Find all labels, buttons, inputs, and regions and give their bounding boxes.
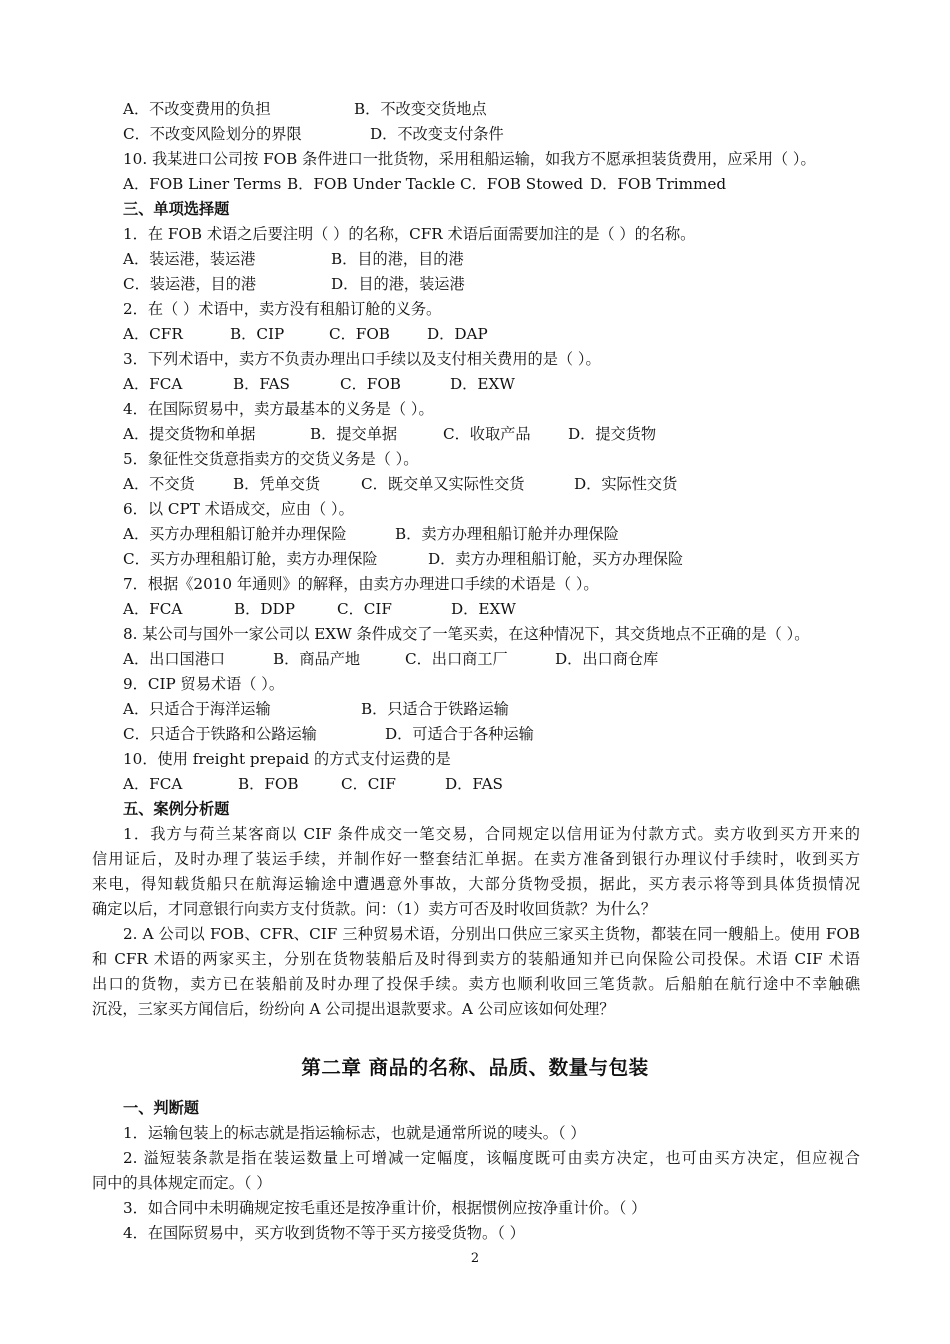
option: C．FOB Stowed [460,175,584,193]
option: B．凭单交货 [233,475,321,493]
option-line [123,649,658,669]
option: D．出口商仓库 [555,650,659,668]
option: C．CIF [337,600,392,618]
case-paragraph-line: 和 CFR 术语的两家买主，分别在货物装船后及时得到卖方的装船通知并已向保险公司投保。术语 CIF 术语 [92,950,860,968]
option: A．装运港，装运港 [123,250,256,268]
option: B．CIP [230,325,285,343]
option-line [123,249,464,269]
option: C．FOB [329,325,390,343]
option: D．EXW [451,600,516,618]
option: A．买方办理租船订舱并办理保险 [123,525,347,543]
option: B．不改变交货地点 [354,100,487,118]
option: B．卖方办理租船订舱并办理保险 [395,525,619,543]
option: D．提交货物 [568,425,657,443]
question: 3．如合同中未明确规定按毛重还是按净重计价，根据惯例应按净重计价。（ ） [123,1199,647,1217]
option: D．FOB Trimmed [590,175,727,193]
question: 4．在国际贸易中，卖方最基本的义务是（ ）。 [123,400,434,418]
option: C．收取产品 [443,425,531,443]
option-line [123,724,534,744]
option: B．只适合于铁路运输 [361,700,509,718]
option-line [123,274,465,294]
option-line [123,474,677,494]
option: D．实际性交货 [574,475,678,493]
option-line [123,549,683,569]
option: B．FAS [233,375,290,393]
option-line [123,174,726,194]
option: C．装运港，目的港 [123,275,257,293]
option: A．只适合于海洋运输 [123,700,271,718]
question: 2. 溢短装条款是指在装运数量上可增减一定幅度，该幅度既可由卖方决定，也可由买方决定，但应视合 [123,1149,860,1167]
option: C．买方办理租船订舱，卖方办理保险 [123,550,378,568]
question: 7．根据《2010 年通则》的解释，由卖方办理进口手续的术语是（ ）。 [123,575,599,593]
question: 6．以 CPT 术语成交，应由（ ）。 [123,500,354,518]
section-heading: 一、判断题 [123,1099,199,1117]
option: B．提交单据 [310,425,398,443]
option-line [123,374,515,394]
question: 2．在（ ）术语中，卖方没有租船订舱的义务。 [123,300,442,318]
option: D．DAP [427,325,488,343]
question: 4．在国际贸易中，买方收到货物不等于买方接受货物。（ ） [123,1224,525,1242]
option: A．FCA [123,600,183,618]
option: A．不改变费用的负担 [123,100,271,118]
option: B．FOB [238,775,299,793]
section-heading: 三、单项选择题 [123,200,230,218]
option: C．CIF [341,775,396,793]
option-line [123,324,488,344]
option: D．目的港，装运港 [331,275,465,293]
question: 1．运输包装上的标志就是指运输标志，也就是通常所说的唛头。（ ） [123,1124,586,1142]
option: D．不改变支付条件 [370,125,504,143]
option: D．FAS [445,775,503,793]
option: B．商品产地 [273,650,361,668]
option: D．卖方办理租船订舱，买方办理保险 [428,550,684,568]
option: B．DDP [234,600,295,618]
option-line [123,599,516,619]
option-line [123,524,619,544]
option-line [123,424,656,444]
option: A．FOB Liner Terms [123,175,282,193]
question: 同中的具体规定而定。（ ） [92,1174,272,1192]
case-paragraph-line: 出口的货物，卖方已在装船前及时办理了投保手续。卖方也顺利收回三笔货款。后船舶在航行途中不幸触礁 [92,975,860,993]
option: A．出口国港口 [123,650,226,668]
chapter-title: 第二章 商品的名称、品质、数量与包装 [301,1056,649,1079]
question: 10．使用 freight prepaid 的方式支付运费的是 [123,750,451,768]
option: A．FCA [123,775,183,793]
option-line [123,99,487,119]
question: 3．下列术语中，卖方不负责办理出口手续以及支付相关费用的是（ ）。 [123,350,601,368]
option: D．可适合于各种运输 [385,725,534,743]
option: C．FOB [340,375,401,393]
case-paragraph-line: 1．我方与荷兰某客商以 CIF 条件成交一笔交易，合同规定以信用证为付款方式。卖方收到买方开来的 [123,825,860,843]
question: 9．CIP 贸易术语（ ）。 [123,675,285,693]
option-line [123,699,509,719]
option: C．既交单又实际性交货 [361,475,525,493]
case-paragraph-line: 确定以后，才同意银行向卖方支付货款。问：（1）卖方可否及时收回货款？为什么？ [92,900,657,918]
case-paragraph-line: 2. A 公司以 FOB、CFR、CIF 三种贸易术语，分别出口供应三家买主货物，都装在同一艘船上。使用 FOB [123,925,860,943]
option: A．FCA [123,375,183,393]
question: 1．在 FOB 术语之后要注明（ ）的名称，CFR 术语后面需要加注的是（ ）的名称。 [123,225,696,243]
option: C．出口商工厂 [405,650,508,668]
option: B．目的港，目的港 [331,250,464,268]
option: A．提交货物和单据 [123,425,256,443]
option: C．不改变风险划分的界限 [123,125,302,143]
case-paragraph-line: 信用证后，及时办理了装运手续，并制作好一整套结汇单据。在卖方准备到银行办理议付手续时，收到买方 [92,850,860,868]
question: 8. 某公司与国外一家公司以 EXW 条件成交了一笔买卖，在这种情况下，其交货地点不正确的是（ ）。 [123,625,810,643]
option-line [123,774,503,794]
option: D．EXW [450,375,515,393]
question: 10. 我某进口公司按 FOB 条件进口一批货物，采用租船运输，如我方不愿承担装货费用，应采用（ ）。 [123,150,816,168]
question: 5．象征性交货意指卖方的交货义务是（ ）。 [123,450,419,468]
option: A．CFR [123,325,183,343]
case-paragraph-line: 来电，得知载货船只在航海运输途中遭遇意外事故，大部分货物受损，据此，买方表示将等到具体货损情况 [92,875,860,893]
case-paragraph-line: 沉没，三家买方闻信后，纷纷向 A 公司提出退款要求。A 公司应该如何处理？ [92,1000,615,1018]
section-heading: 五、案例分析题 [123,800,230,818]
option: C．只适合于铁路和公路运输 [123,725,317,743]
page-number: 2 [470,1251,480,1266]
option-line [123,124,504,144]
option: B．FOB Under Tackle [287,175,456,193]
option: A．不交货 [123,475,195,493]
